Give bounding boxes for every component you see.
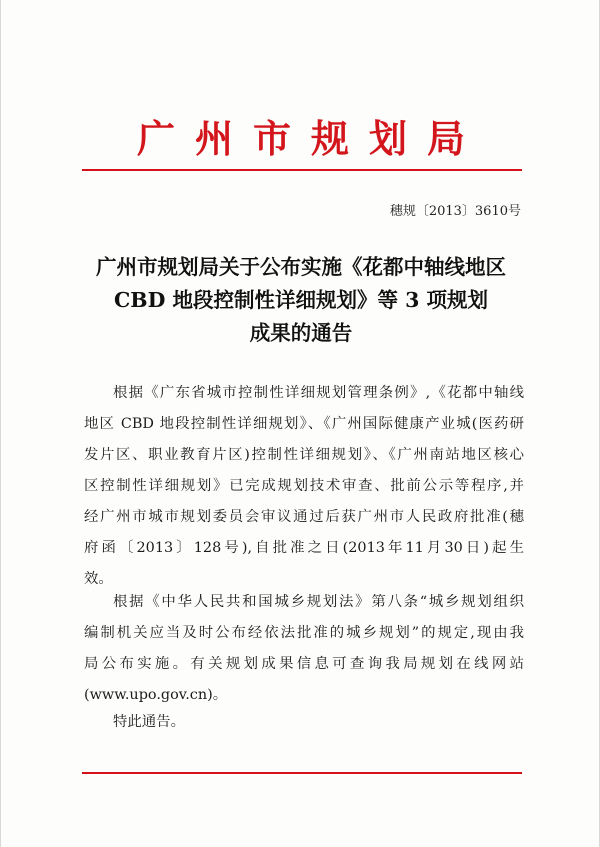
paragraph-line: 局公布实施。有关规划成果信息可查询我局规划在线网站 <box>84 656 524 672</box>
paragraph-line: 府函〔2013〕128号),自批准之日(2013年11月30日)起生 <box>84 540 524 556</box>
paragraph-line: (www.upo.gov.cn)。 <box>84 687 228 703</box>
document-title <box>61 251 541 350</box>
document-number: 穗规〔2013〕3610号 <box>389 204 521 219</box>
issuing-agency-header: 广州市规划局 <box>136 116 485 161</box>
paragraph-line: 根据《中华人民共和国城乡规划法》第八条“城乡规划组织 <box>113 594 524 610</box>
title-line: 广州市规划局关于公布实施《花都中轴线地区 <box>96 255 506 279</box>
paragraph-line: 区控制性详细规划》已完成规划技术审查、批前公示等程序,并 <box>84 478 524 494</box>
paragraph-2 <box>84 587 524 711</box>
paragraph-1 <box>84 378 524 595</box>
header-red-rule <box>82 169 522 171</box>
paragraph-line: 编制机关应当及时公布经依法批准的城乡规划”的规定,现由我 <box>84 625 524 641</box>
paragraph-line: 地区 CBD 地段控制性详细规划》、《广州国际健康产业城(医药研 <box>84 416 524 432</box>
title-line: CBD 地段控制性详细规划》等 3 项规划 <box>113 288 489 312</box>
closing-line: 特此通告。 <box>113 714 185 730</box>
paragraph-line: 发片区、职业教育片区)控制性详细规划》、《广州南站地区核心 <box>84 447 524 463</box>
title-line: 成果的通告 <box>249 321 353 345</box>
paragraph-line: 效。 <box>84 571 113 587</box>
paragraph-line: 根据《广东省城市控制性详细规划管理条例》,《花都中轴线 <box>113 385 524 401</box>
closing-paragraph <box>84 707 524 738</box>
footer-red-rule <box>82 772 522 774</box>
paragraph-line: 经广州市城市规划委员会审议通过后获广州市人民政府批准(穗 <box>84 509 524 525</box>
